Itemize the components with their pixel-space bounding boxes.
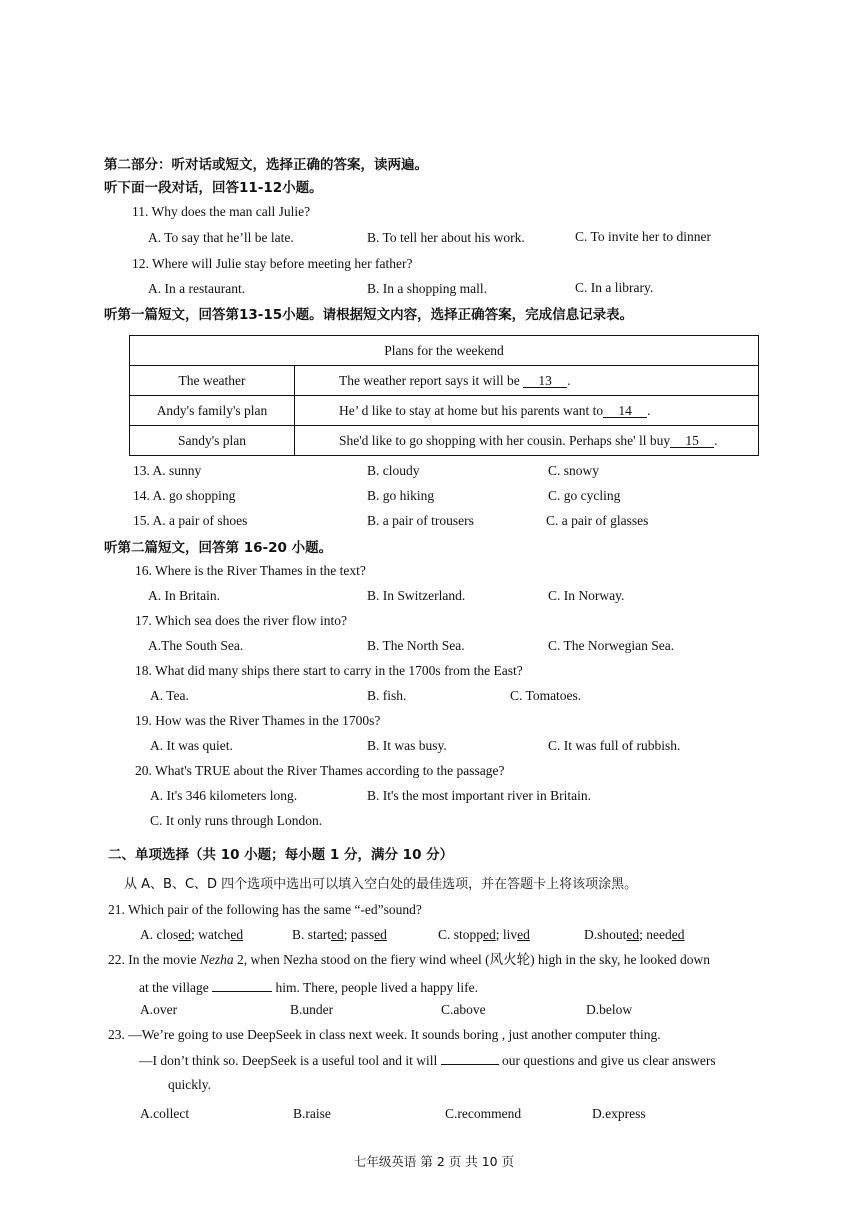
q21-option-a: A. closed; watched <box>140 927 244 942</box>
q22-option-b: B.under <box>290 1002 334 1017</box>
row-sandy-label: Sandy's plan <box>130 426 295 456</box>
q22-blank <box>212 979 272 992</box>
q15-option-c: C. a pair of glasses <box>546 513 649 528</box>
question-17: 17. Which sea does the river flow into? <box>135 613 347 628</box>
row-andy-label: Andy's family's plan <box>130 396 295 426</box>
q19-option-c: C. It was full of rubbish. <box>548 738 681 753</box>
question-22: 22. In the movie Nezha 2, when Nezha stood on the fiery wind wheel (风火轮) high in the sky, he looked down <box>108 952 711 967</box>
section2-title: 二、单项选择（共 10 小题；每小题 1 分，满分 10 分） <box>108 847 454 863</box>
q16-option-c: C. In Norway. <box>548 588 625 603</box>
q23-option-b: B.raise <box>293 1106 331 1121</box>
q18-option-b: B. fish. <box>367 688 407 703</box>
q13-option-a: 13. A. sunny <box>133 463 202 478</box>
question-20: 20. What's TRUE about the River Thames according to the passage? <box>135 763 505 778</box>
q17-option-c: C. The Norwegian Sea. <box>548 638 675 653</box>
q16-option-a: A. In Britain. <box>148 588 220 603</box>
section2-instruction: 从 A、B、C、D 四个选项中选出可以填入空白处的最佳选项，并在答题卡上将该项涂黑。 <box>124 877 638 892</box>
q22-option-d: D.below <box>586 1002 633 1017</box>
q22-option-a: A.over <box>140 1002 178 1017</box>
q11-option-b: B. To tell her about his work. <box>367 230 525 245</box>
part2-title: 第二部分：听对话或短文，选择正确的答案，读两遍。 <box>104 157 428 173</box>
q23-option-a: A.collect <box>140 1106 190 1121</box>
q11-option-c: C. To invite her to dinner <box>575 229 712 244</box>
passage1-instruction: 听第一篇短文，回答第13-15小题。请根据短文内容，选择正确答案，完成信息记录表。 <box>104 307 634 323</box>
row-weather-label: The weather <box>130 366 295 396</box>
table-header: Plans for the weekend <box>130 336 759 366</box>
q13-option-c: C. snowy <box>548 463 600 478</box>
q20-option-c: C. It only runs through London. <box>150 813 323 828</box>
row-sandy-text: She'd like to go shopping with her cousin. Perhaps she' ll buy 15 . <box>295 426 759 456</box>
blank-15: 15 <box>670 434 714 448</box>
q12-option-b: B. In a shopping mall. <box>367 281 487 296</box>
question-16: 16. Where is the River Thames in the text? <box>135 563 366 578</box>
q14-option-c: C. go cycling <box>548 488 621 503</box>
q21-option-c: C. stopped; lived <box>438 927 530 942</box>
q18-option-a: A. Tea. <box>150 688 189 703</box>
q19-option-a: A. It was quiet. <box>150 738 233 753</box>
row-weather-text: The weather report says it will be 13 . <box>295 366 759 396</box>
q17-option-b: B. The North Sea. <box>367 638 465 653</box>
blank-13: 13 <box>523 374 567 388</box>
q15-option-a: 15. A. a pair of shoes <box>133 513 248 528</box>
q14-option-a: 14. A. go shopping <box>133 488 236 503</box>
q21-option-b: B. started; passed <box>292 927 387 942</box>
q17-option-a: A.The South Sea. <box>148 638 244 653</box>
passage2-instruction: 听第二篇短文，回答第 16-20 小题。 <box>104 540 333 556</box>
q12-option-c: C. In a library. <box>575 280 654 295</box>
q18-option-c: C. Tomatoes. <box>510 688 582 703</box>
question-12: 12. Where will Julie stay before meeting her father? <box>132 256 413 271</box>
blank-14: 14 <box>603 404 647 418</box>
question-19: 19. How was the River Thames in the 1700s? <box>135 713 381 728</box>
q20-option-a: A. It's 346 kilometers long. <box>150 788 298 803</box>
q16-option-b: B. In Switzerland. <box>367 588 466 603</box>
q19-option-b: B. It was busy. <box>367 738 447 753</box>
q15-option-b: B. a pair of trousers <box>367 513 474 528</box>
dialogue-instruction: 听下面一段对话，回答11-12小题。 <box>104 180 323 196</box>
q20-option-b: B. It's the most important river in Britain. <box>367 788 592 803</box>
question-11: 11. Why does the man call Julie? <box>132 204 311 219</box>
q22-option-c: C.above <box>441 1002 486 1017</box>
question-23-line2: —I don’t think so. DeepSeek is a useful tool and it will our questions and give us clear answers <box>139 1053 716 1068</box>
question-23-line3: quickly. <box>168 1077 211 1092</box>
q23-blank <box>441 1052 499 1065</box>
weekend-plans-table <box>129 335 759 456</box>
question-18: 18. What did many ships there start to carry in the 1700s from the East? <box>135 663 523 678</box>
q13-option-b: B. cloudy <box>367 463 420 478</box>
q11-option-a: A. To say that he’ll be late. <box>148 230 294 245</box>
question-23: 23. —We’re going to use DeepSeek in class next week. It sounds boring , just another computer thing. <box>108 1027 661 1042</box>
question-22-line2: at the village him. There, people lived a happy life. <box>139 980 479 995</box>
q23-option-d: D.express <box>592 1106 646 1121</box>
page-footer: 七年级英语 第 2 页 共 10 页 <box>353 1154 515 1169</box>
q21-option-d: D.shouted; needed <box>584 927 685 942</box>
q14-option-b: B. go hiking <box>367 488 435 503</box>
q12-option-a: A. In a restaurant. <box>148 281 246 296</box>
row-andy-text: He’ d like to stay at home but his parents want to 14 . <box>295 396 759 426</box>
question-21: 21. Which pair of the following has the same “-ed”sound? <box>108 902 422 917</box>
q23-option-c: C.recommend <box>445 1106 522 1121</box>
